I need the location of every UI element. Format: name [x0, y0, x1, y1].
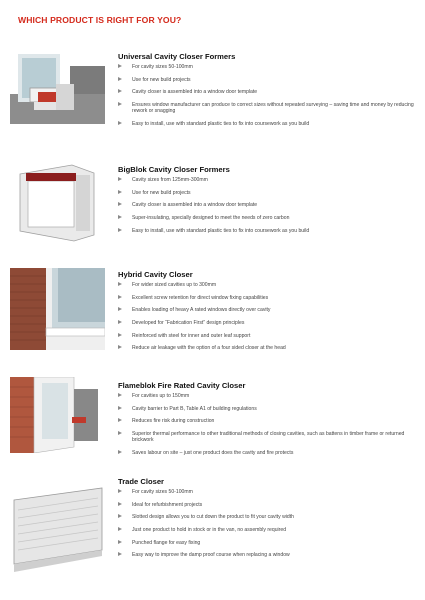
bullet-list	[112, 177, 419, 234]
bullet-arrow-icon	[118, 540, 122, 544]
list-item: Ensures window manufacturer can produce to correct sizes without repeated surveying – saving time and money by reducing rework or snagging	[112, 102, 419, 114]
bullet-arrow-icon	[118, 552, 122, 556]
product-title: Hybrid Cavity Closer	[118, 270, 193, 279]
bullet-arrow-icon	[118, 102, 122, 106]
list-item: Superior thermal performance to other traditional methods of closing cavities, such as battens in timber frame or returned brickwork	[112, 431, 419, 443]
trade-closer-image	[10, 480, 105, 578]
product-title: BigBlok Cavity Closer Formers	[118, 165, 230, 174]
bullet-arrow-icon	[118, 228, 122, 232]
bullet-arrow-icon	[118, 502, 122, 506]
list-item: Saves labour on site – just one product does the cavity and fire protects	[112, 450, 419, 456]
product-title: Flameblok Fire Rated Cavity Closer	[118, 381, 246, 390]
list-item: Cavity barrier to Part B, Table A1 of building regulations	[112, 406, 419, 412]
universal-content	[112, 52, 419, 133]
list-item: Reduces fire risk during construction	[112, 418, 419, 424]
bullet-arrow-icon	[118, 295, 122, 299]
list-item: Use for new build projects	[112, 190, 419, 196]
list-item: For cavities up to 150mm	[112, 393, 419, 399]
list-item: Enables loading of heavy A rated windows directly over cavity	[112, 307, 419, 313]
bullet-arrow-icon	[118, 282, 122, 286]
list-item: Easy to install, use with standard plastic ties to fix into coursework as you build	[112, 121, 419, 127]
bullet-arrow-icon	[118, 406, 122, 410]
bullet-arrow-icon	[118, 418, 122, 422]
list-item: Slotted design allows you to cut down the product to fit your cavity width	[112, 514, 419, 520]
flameblok-content	[112, 381, 419, 462]
hybrid-content	[112, 270, 419, 358]
bigblok-closer-image	[10, 159, 105, 244]
bullet-arrow-icon	[118, 320, 122, 324]
bullet-arrow-icon	[118, 514, 122, 518]
bullet-arrow-icon	[118, 190, 122, 194]
list-item: Excellent screw retention for direct window fixing capabilities	[112, 295, 419, 301]
bullet-arrow-icon	[118, 89, 122, 93]
bullet-list	[112, 282, 419, 351]
list-item: Easy way to improve the damp proof course when replacing a window	[112, 552, 419, 558]
bullet-arrow-icon	[118, 202, 122, 206]
bigblok-content	[112, 165, 419, 240]
list-item: Just one product to hold in stock or in the van, no assembly required	[112, 527, 419, 533]
list-item: Reinforced with steel for inner and outer leaf support	[112, 333, 419, 339]
bullet-arrow-icon	[118, 64, 122, 68]
bullet-arrow-icon	[118, 450, 122, 454]
trade-content	[112, 477, 419, 565]
list-item: For cavity sizes 50-100mm	[112, 489, 419, 495]
bullet-arrow-icon	[118, 333, 122, 337]
list-item: For wider sized cavities up to 300mm	[112, 282, 419, 288]
hybrid-closer-image	[10, 268, 105, 350]
bullet-arrow-icon	[118, 215, 122, 219]
list-item: Developed for “Fabrication First” design principles	[112, 320, 419, 326]
bullet-arrow-icon	[118, 431, 122, 435]
list-item: Easy to install, use with standard plastic ties to fix into coursework as you build	[112, 228, 419, 234]
bullet-list	[112, 64, 419, 127]
bullet-list	[112, 489, 419, 558]
flameblok-closer-image	[10, 377, 105, 453]
bullet-arrow-icon	[118, 393, 122, 397]
list-item: Cavity closer is assembled into a window door template	[112, 202, 419, 208]
universal-closer-image	[10, 44, 105, 124]
bullet-list	[112, 393, 419, 456]
product-title: Universal Cavity Closer Formers	[118, 52, 236, 61]
list-item: Cavity sizes from 125mm-300mm	[112, 177, 419, 183]
bullet-arrow-icon	[118, 121, 122, 125]
list-item: Punched flange for easy fixing	[112, 540, 419, 546]
bullet-arrow-icon	[118, 77, 122, 81]
bullet-arrow-icon	[118, 489, 122, 493]
list-item: Cavity closer is assembled into a window door template	[112, 89, 419, 95]
list-item: Use for new build projects	[112, 77, 419, 83]
list-item: Ideal for refurbishment projects	[112, 502, 419, 508]
page-heading: WHICH PRODUCT IS RIGHT FOR YOU?	[18, 15, 182, 25]
list-item: Super-insulating, specially designed to meet the needs of zero carbon	[112, 215, 419, 221]
list-item: For cavity sizes 50-100mm	[112, 64, 419, 70]
bullet-arrow-icon	[118, 345, 122, 349]
bullet-arrow-icon	[118, 177, 122, 181]
product-title: Trade Closer	[118, 477, 165, 486]
bullet-arrow-icon	[118, 307, 122, 311]
list-item: Reduce air leakage with the option of a four sided closer at the head	[112, 345, 419, 351]
bullet-arrow-icon	[118, 527, 122, 531]
